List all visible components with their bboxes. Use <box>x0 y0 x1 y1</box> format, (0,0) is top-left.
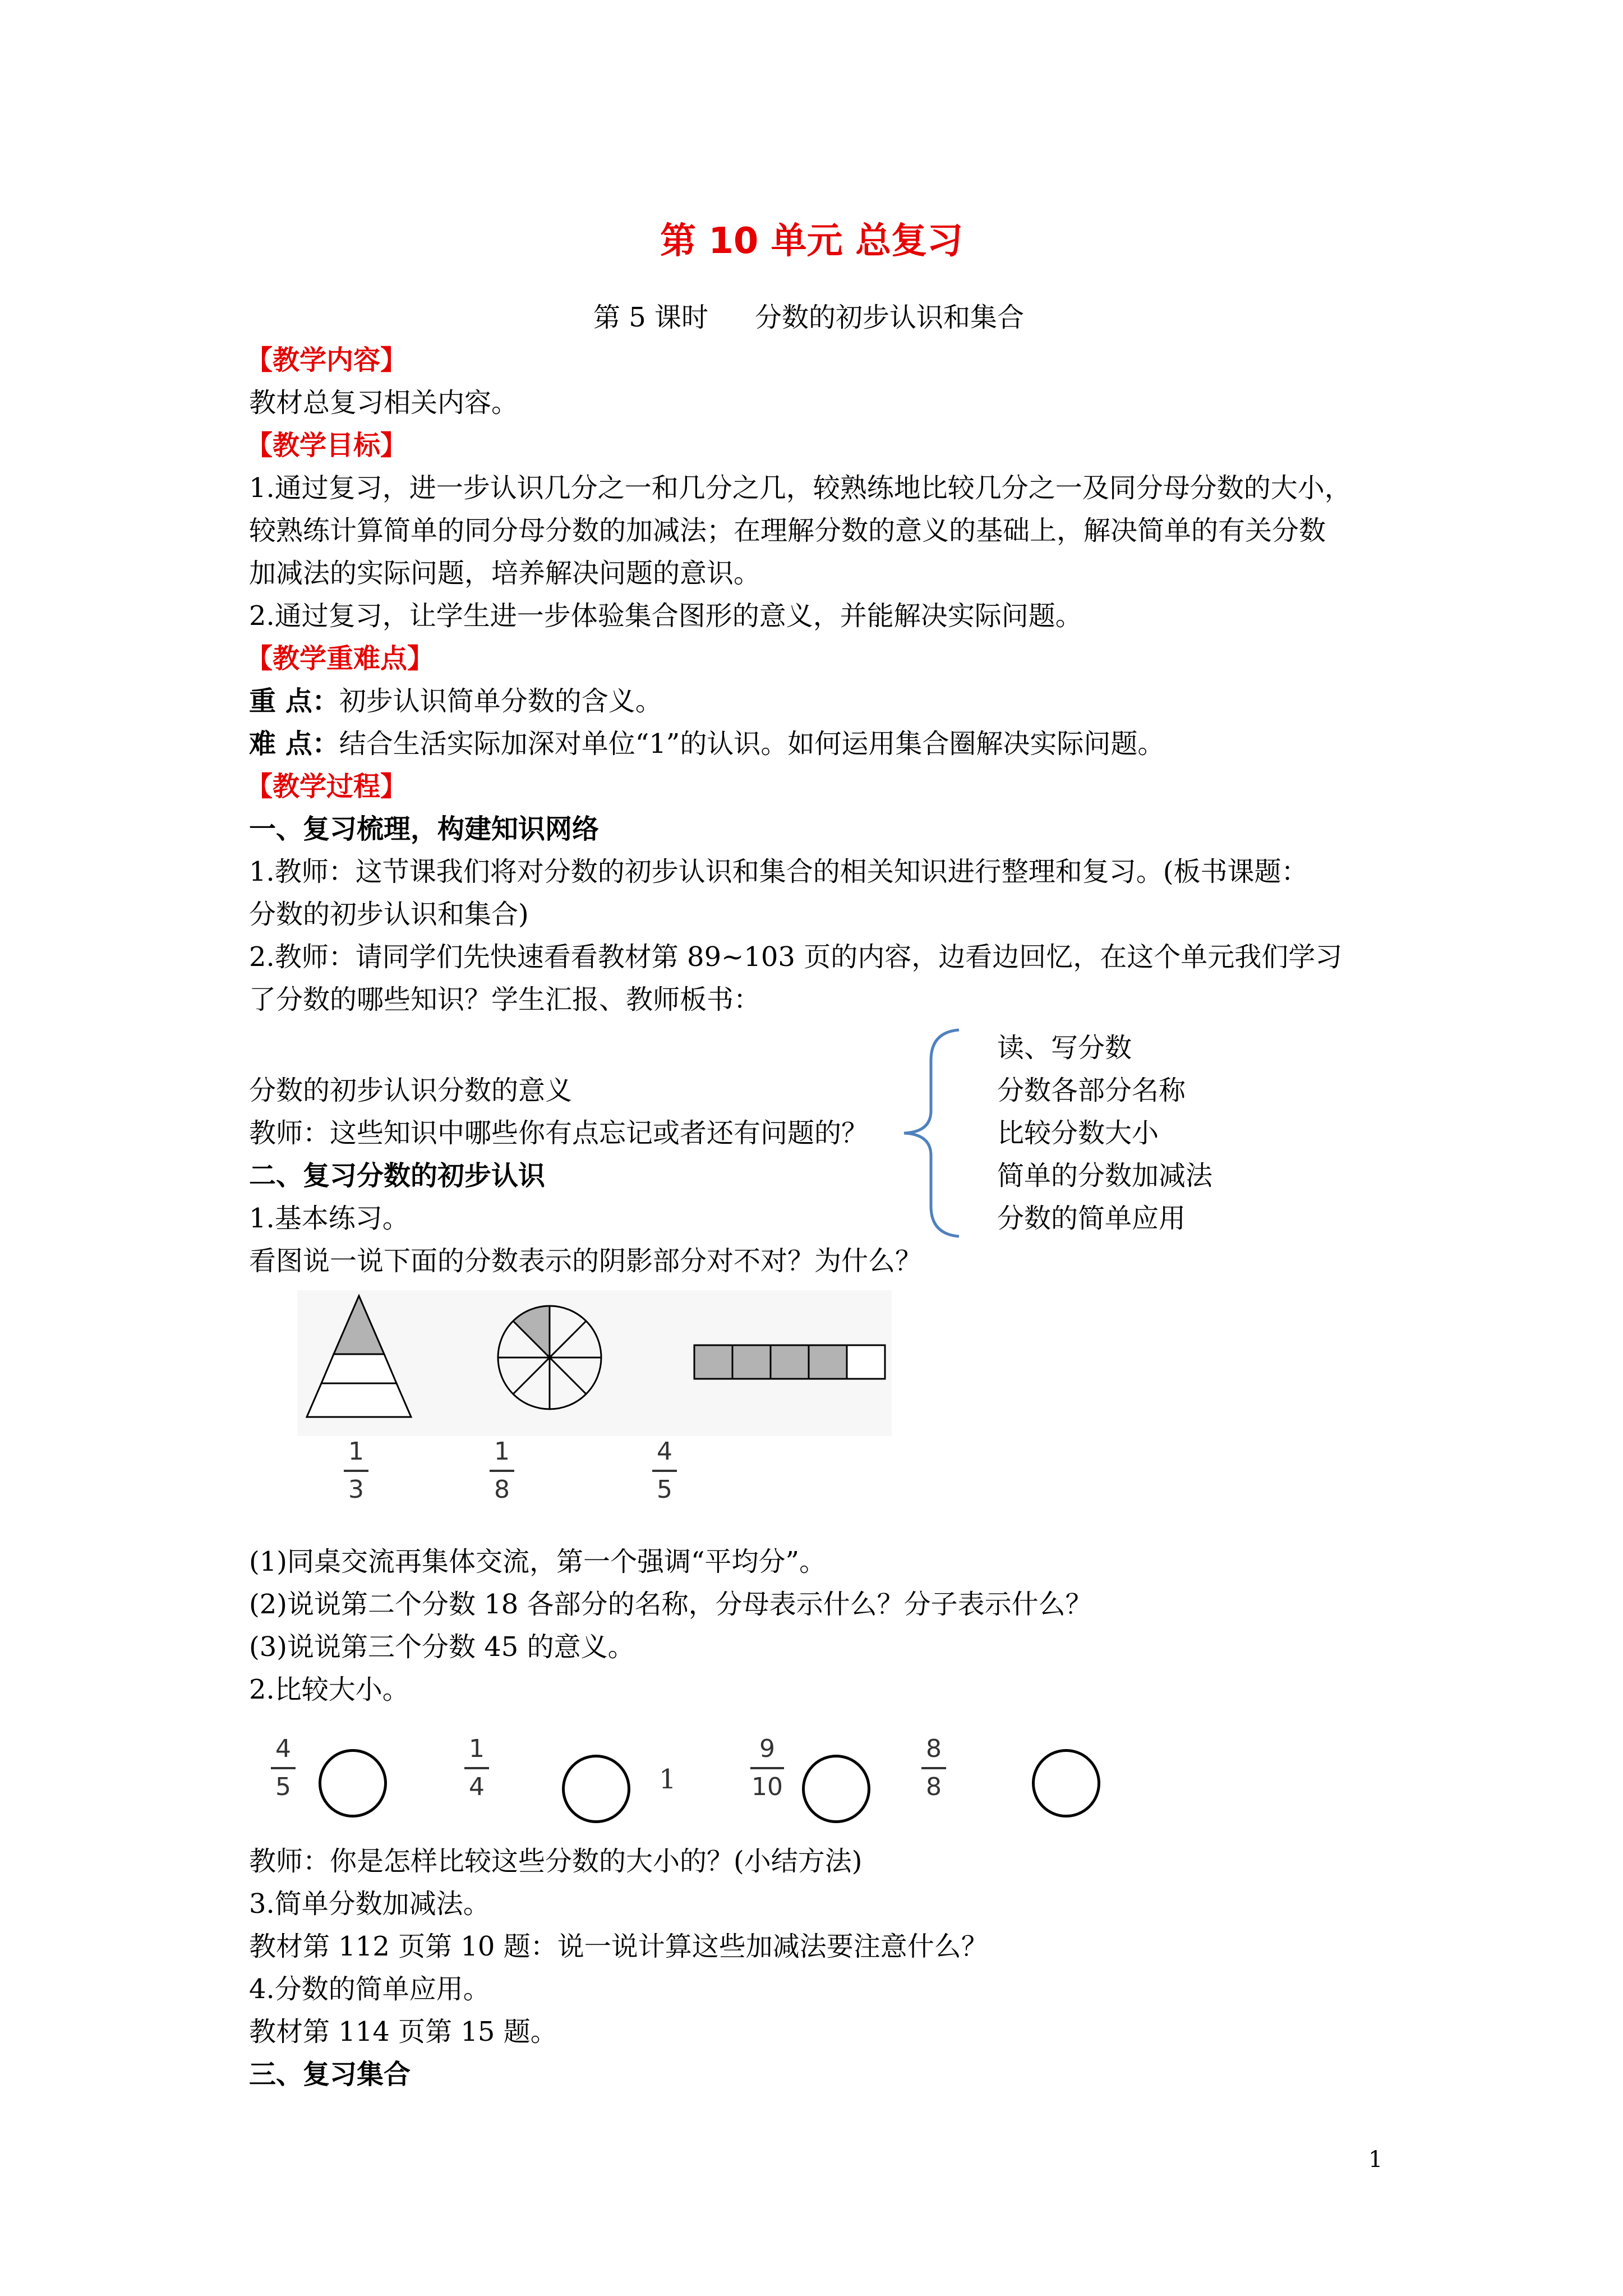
after-compare-line: 教师：你是怎样比较这些分数的大小的？(小结方法) <box>249 1846 863 1877</box>
part1-heading: 一、复习梳理，构建知识网络 <box>249 813 600 845</box>
discussion-line: (2)说说第二个分数 18 各部分的名称，分母表示什么？分子表示什么？ <box>249 1589 1092 1620</box>
after-compare-line: 教材第 112 页第 10 题：说一说计算这些加减法要注意什么？ <box>249 1931 988 1962</box>
compare-circle[interactable] <box>562 1755 630 1823</box>
difficulty-text: 结合生活实际加深对单位“1”的认识。如何运用集合圈解决实际问题。 <box>339 728 1165 760</box>
teacher-question: 教师：这些知识中哪些你有点忘记或者还有问题的？ <box>249 1117 869 1149</box>
key-point-text: 初步认识简单分数的含义。 <box>339 685 662 717</box>
board-item: 简单的分数加减法 <box>997 1160 1213 1191</box>
part1-line: 了分数的哪些知识？学生汇报、教师板书： <box>249 984 761 1015</box>
content-text: 教材总复习相关内容。 <box>249 387 519 418</box>
board-left-text: 分数的初步认识分数的意义 <box>249 1075 573 1106</box>
compare-one: 1 <box>659 1764 676 1795</box>
goal-line: 2.通过复习，让学生进一步体验集合图形的意义，并能解决实际问题。 <box>249 600 1082 632</box>
fraction-figures <box>297 1290 892 1436</box>
goal-line: 1.通过复习，进一步认识几分之一和几分之几，较熟练地比较几分之一及同分母分数的大小， <box>249 472 1352 504</box>
part1-line: 分数的初步认识和集合) <box>249 899 529 930</box>
key-heading: 【教学重难点】 <box>246 643 435 674</box>
look-question: 看图说一说下面的分数表示的阴影部分对不对？为什么？ <box>249 1245 923 1277</box>
discussion-line: (3)说说第三个分数 45 的意义。 <box>249 1631 635 1663</box>
compare-circle[interactable] <box>802 1755 870 1823</box>
fraction-label: 4 5 <box>648 1436 681 1506</box>
page-number: 1 <box>1368 2147 1383 2173</box>
curly-brace-icon <box>892 1027 970 1240</box>
compare-fraction: 1 4 <box>460 1733 494 1803</box>
goal-line: 较熟练计算简单的同分母分数的加减法；在理解分数的意义的基础上，解决简单的有关分数 <box>249 515 1326 546</box>
board-item: 分数的简单应用 <box>997 1203 1186 1234</box>
fraction-label: 1 8 <box>485 1436 519 1506</box>
board-item: 读、写分数 <box>997 1032 1132 1064</box>
difficulty-label: 难 点： <box>249 728 339 760</box>
part1-line: 2.教师：请同学们先快速看看教材第 89~103 页的内容，边看边回忆，在这个单元我们学习 <box>249 941 1343 973</box>
basic-practice: 1.基本练习。 <box>249 1203 409 1234</box>
lesson-topic: 分数的初步认识和集合 <box>755 302 1025 333</box>
after-compare-line: 4.分数的简单应用。 <box>249 1973 490 2005</box>
key-point-label: 重 点： <box>249 685 339 717</box>
page-title: 第 10 单元 总复习 <box>660 220 963 262</box>
compare-fraction: 9 10 <box>751 1734 783 1801</box>
compare-circle[interactable] <box>1032 1749 1100 1818</box>
strip-figure <box>694 1345 885 1379</box>
part2-heading: 二、复习分数的初步认识 <box>249 1160 546 1191</box>
compare-heading: 2.比较大小。 <box>249 1674 409 1705</box>
compare-circle[interactable] <box>319 1749 387 1818</box>
compare-fraction: 4 5 <box>266 1733 300 1803</box>
circle-figure <box>498 1306 601 1409</box>
lesson-number: 第 5 课时 <box>593 302 709 333</box>
discussion-line: (1)同桌交流再集体交流，第一个强调“平均分”。 <box>249 1546 827 1577</box>
fraction-label: 1 3 <box>339 1436 373 1506</box>
after-compare-line: 3.简单分数加减法。 <box>249 1888 490 1920</box>
process-heading: 【教学过程】 <box>246 771 408 802</box>
key-point <box>249 680 662 723</box>
part3-heading: 三、复习集合 <box>249 2059 411 2090</box>
goal-line: 加减法的实际问题，培养解决问题的意识。 <box>249 558 761 589</box>
goals-heading: 【教学目标】 <box>246 430 408 461</box>
board-item: 分数各部分名称 <box>997 1075 1186 1106</box>
content-heading: 【教学内容】 <box>246 344 408 376</box>
compare-fraction: 8 8 <box>917 1733 951 1803</box>
board-item: 比较分数大小 <box>997 1117 1159 1149</box>
after-compare-line: 教材第 114 页第 15 题。 <box>249 2016 557 2047</box>
difficulty <box>249 723 1164 765</box>
part1-line: 1.教师：这节课我们将对分数的初步认识和集合的相关知识进行整理和复习。(板书课题： <box>249 856 1308 887</box>
